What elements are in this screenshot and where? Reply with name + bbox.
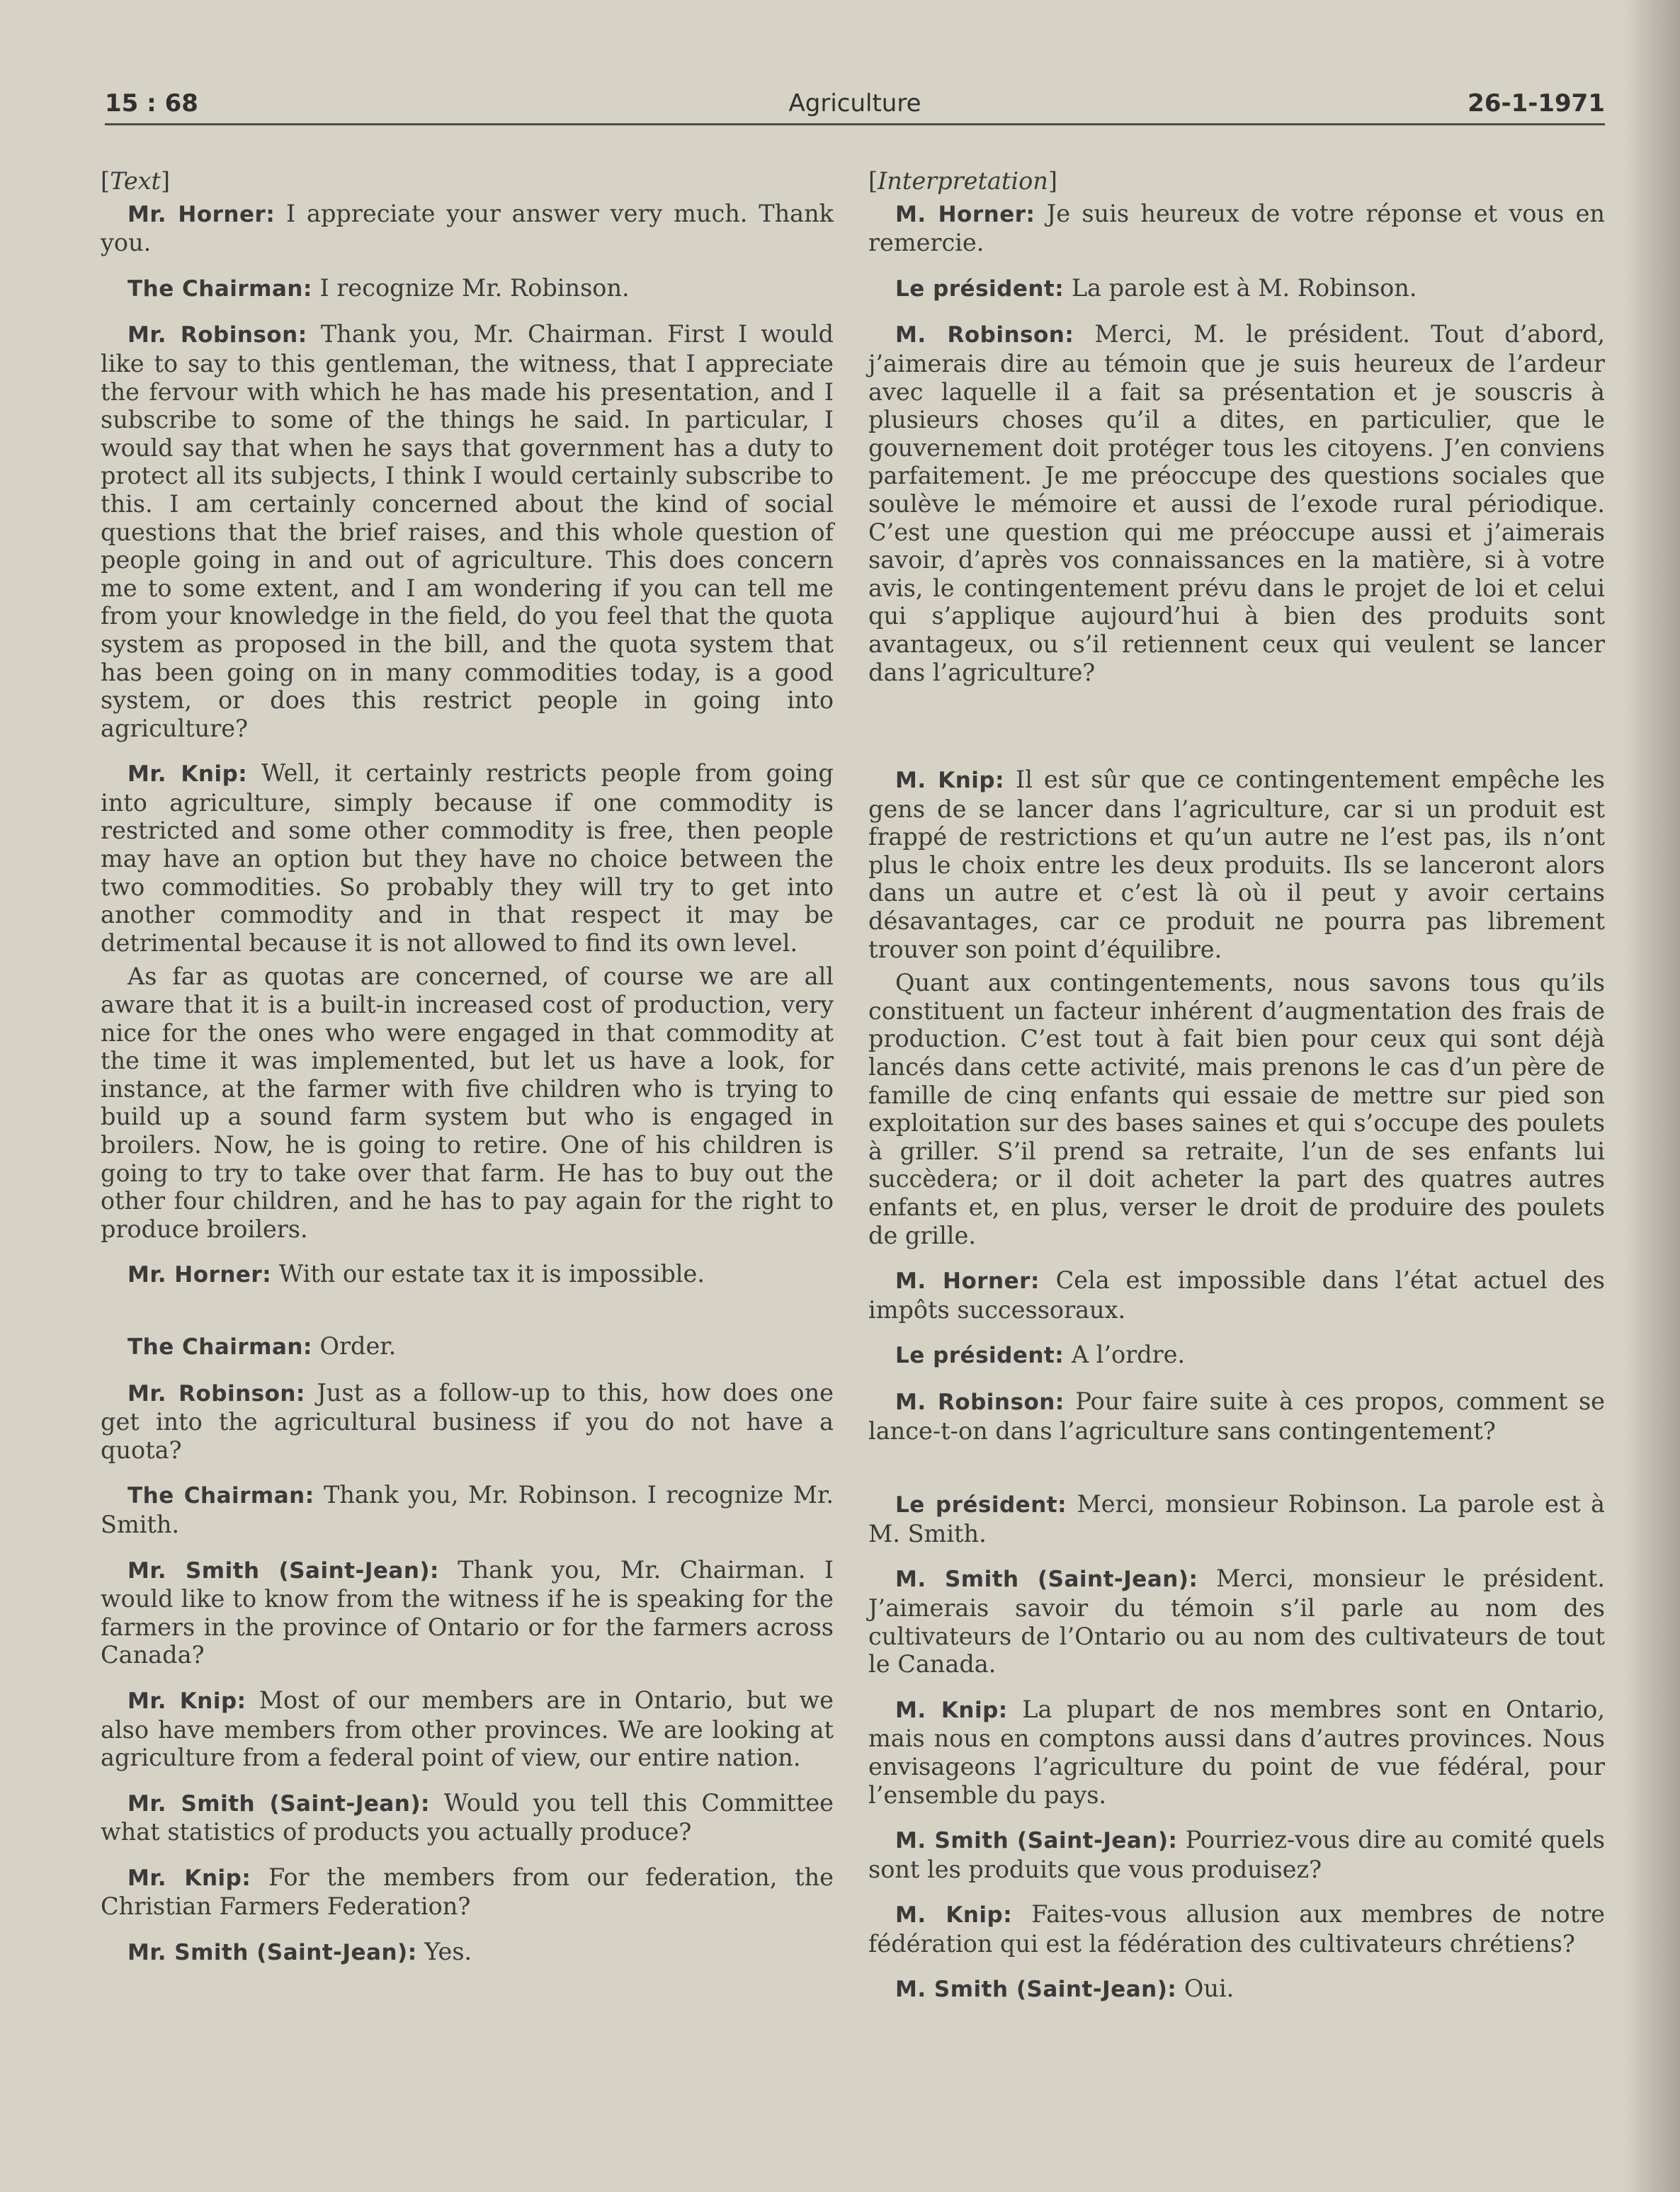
speech: La parole est à M. Robinson. (1071, 273, 1417, 302)
speech: Il est sûr que ce contingentement empêche les gens de se lancer dans l’agriculture, car si un produit est frappé de restrictions et qu’un autre ne l’est pas, ils n’ont plus le choix entre les deux produits. Ils se lanceront alors dans un autre et c’est là où il peut y avoir certains désavantages, car ce produit ne pourra pas librement trouver son point d’équilibre. (868, 766, 1605, 963)
speech: Just as a follow-up to this, how does one get into the agricultural business if you do not have a quota? (101, 1378, 834, 1464)
speech: For the members from our federation, the Christian Farmers Federation? (101, 1863, 834, 1921)
speaker: M. Horner: (895, 201, 1035, 227)
bracket-open: [ (868, 167, 878, 195)
section-label (868, 167, 1605, 195)
section-tag: Interpretation (878, 167, 1048, 195)
speaker: The Chairman: (127, 276, 312, 302)
paragraph (868, 1900, 1605, 1958)
speech: Thank you, Mr. Robinson. I recognize Mr. Smith. (101, 1481, 834, 1538)
paragraph (868, 1826, 1605, 1883)
speaker: The Chairman: (127, 1334, 312, 1360)
paragraph (868, 1490, 1605, 1548)
paragraph (101, 320, 834, 742)
speech: Cela est impossible dans l’état actuel des impôts successoraux. (868, 1266, 1605, 1324)
speaker: M. Smith (Saint-Jean): (895, 1977, 1177, 2003)
paragraph (101, 1481, 834, 1538)
paragraph (868, 766, 1605, 963)
paragraph (101, 1863, 834, 1921)
paragraph (101, 200, 834, 257)
paragraph (101, 759, 834, 957)
section-tag: Text (110, 167, 161, 195)
speech: Most of our members are in Ontario, but we also have members from other provinces. We are looking at agriculture from a federal point of view, our entire nation. (101, 1686, 834, 1772)
paragraph (868, 1696, 1605, 1809)
speech: Merci, monsieur le président. J’aimerais savoir du témoin s’il parle au nom des cultivateurs de l’Ontario ou au nom des cultivateurs de tout le Canada. (868, 1565, 1605, 1679)
speech: Faites-vous allusion aux membres de notre fédération qui est la fédération des cultivateurs chrétiens? (868, 1900, 1605, 1958)
speaker: Mr. Smith (Saint-Jean): (127, 1940, 417, 1966)
speaker: M. Horner: (895, 1268, 1040, 1295)
paragraph (101, 1260, 834, 1290)
speech: Order. (319, 1331, 397, 1360)
speech: Well, it certainly restricts people from going into agriculture, simply because if one commodity is restricted and some other commodity is free, then people may have an option but they have no choice between the two commodities. So probably they will try to get into another commodity and in that respect it may be detrimental because it is not allowed to find its own level. (101, 759, 834, 957)
paragraph (101, 1556, 834, 1669)
bracket-open: [ (101, 167, 110, 195)
speech: Oui. (1184, 1975, 1235, 2003)
speaker: M. Robinson: (895, 1389, 1065, 1415)
english-column (101, 167, 834, 1967)
paragraph (868, 320, 1605, 686)
page-date: 26-1-1971 (1468, 89, 1605, 118)
speech: Pourriez-vous dire au comité quels sont les produits que vous produisez? (868, 1826, 1605, 1883)
speaker: The Chairman: (127, 1483, 314, 1509)
running-title: Agriculture (788, 89, 921, 118)
paragraph (101, 1789, 834, 1846)
speech: With our estate tax it is impossible. (278, 1260, 705, 1288)
speaker: Mr. Knip: (127, 761, 248, 788)
speaker: Mr. Knip: (127, 1865, 251, 1891)
speech: Pour faire suite à ces propos, comment se lance-t-on dans l’agriculture sans contingentement? (868, 1387, 1606, 1445)
speaker: Mr. Horner: (127, 1262, 272, 1288)
speech: I appreciate your answer very much. Thank you. (101, 199, 834, 257)
paragraph (868, 1341, 1605, 1370)
speaker: Le président: (895, 276, 1065, 302)
page-header (105, 84, 1605, 126)
paragraph (101, 1379, 834, 1465)
speaker: M. Knip: (895, 768, 1005, 794)
speech: Merci, monsieur Robinson. La parole est à M. Smith. (868, 1490, 1605, 1548)
speaker: Mr. Robinson: (127, 1380, 305, 1407)
speaker: Mr. Robinson: (127, 322, 307, 348)
speaker: Le président: (895, 1343, 1065, 1369)
speaker: Mr. Knip: (127, 1688, 246, 1714)
paragraph (101, 1686, 834, 1772)
speaker: Mr. Smith (Saint-Jean): (127, 1790, 430, 1817)
speech: Thank you, Mr. Chairman. I would like to know from the witness if he is speaking for the farmers in the province of Ontario or for the farmers across Canada? (101, 1555, 834, 1669)
speech: A l’ordre. (1071, 1341, 1186, 1369)
speech: Thank you, Mr. Chairman. First I would like to say to this gentleman, the witness, that I appreciate the fervour with which he has made his presentation, and I subscribe to some of the things he said. In particular, I would say that when he says that government has a duty to protect all its subjects, I think I would certainly subscribe to this. I am certainly concerned about the kind of social questions that the brief raises, and this whole question of people going in and out of agriculture. This does concern me to some extent, and I am wondering if you can tell me from your knowledge in the field, do you feel that the quota system as proposed in the bill, and the quota system that has been going on in many commodities today, is a good system, or does this restrict people in going into agriculture? (101, 320, 834, 742)
bracket-close: ] (161, 167, 171, 195)
speaker: Mr. Smith (Saint-Jean): (127, 1557, 439, 1584)
paragraph (868, 200, 1605, 257)
bracket-close: ] (1048, 167, 1057, 195)
paragraph (868, 1975, 1605, 2004)
page-edge-shadow (1623, 0, 1680, 2192)
speech: Would you tell this Committee what statistics of products you actually produce? (101, 1788, 834, 1846)
speech: Merci, M. le président. Tout d’abord, j’aimerais dire au témoin que je suis heureux de l’ardeur avec laquelle il a fait sa présentation et je souscris à plusieurs choses qu’il a dites, en particulier, que le gouvernement doit protéger tous les citoyens. J’en conviens parfaitement. Je me préoccupe des questions sociales que soulève le mémoire et aussi de l’exode rural périodique. C’est une question qui me préoccupe aussi et j’aimerais savoir, d’après vos connaissances en la matière, si à votre avis, le contingentement prévu dans le projet de loi et celui qui s’applique aujourd’hui à bien des produits sont avantageux, ou s’il retiennent ceux qui veulent se lancer dans l’agriculture? (868, 320, 1605, 686)
speaker: M. Smith (Saint-Jean): (895, 1828, 1178, 1854)
speech: La plupart de nos membres sont en Ontario, mais nous en comptons aussi dans d’autres provinces. Nous envisageons l’agriculture du point de vue fédéral, pour l’ensemble du pays. (868, 1695, 1605, 1809)
speaker: M. Robinson: (895, 322, 1074, 348)
speech: As far as quotas are concerned, of course we are all aware that it is a built-in increased cost of production, very nice for the ones who were engaged in that commodity at the time it was implemented, but let us have a look, for instance, at the farmer with five children who is trying to build up a sound farm system but who is engaged in broilers. Now, he is going to retire. One of his children is going to try to take over that farm. He has to buy out the other four children, and he has to pay again for the right to produce broilers. (101, 962, 834, 1243)
speaker: Mr. Horner: (127, 201, 276, 227)
speaker: M. Knip: (895, 1902, 1013, 1929)
speech: Yes. (424, 1938, 472, 1966)
paragraph (101, 1938, 834, 1967)
speech: I recognize Mr. Robinson. (319, 273, 630, 302)
speaker: M. Smith (Saint-Jean): (895, 1567, 1198, 1593)
paragraph (868, 274, 1605, 304)
speech: Quant aux contingentements, nous savons tous qu’ils constituent un facteur inhérent d’augmentation des frais de production. C’est tout à fait bien pour ceux qui sont déjà lancés dans cette activité, mais prenons le cas d’un père de famille de cinq enfants qui essaie de mettre sur pied son exploitation sur des bases saines et qui s’occupe des poulets à griller. S’il prend sa retraite, l’un de ses enfants lui succèdera; or il doit acheter la part des quatres autres enfants et, en plus, verser le droit de produire des poulets de grille. (868, 969, 1605, 1249)
french-column (868, 167, 1605, 2004)
paragraph (868, 969, 1605, 1249)
paragraph (868, 1266, 1605, 1324)
paragraph (868, 1565, 1605, 1678)
paragraph (101, 274, 834, 304)
paragraph (868, 1387, 1605, 1445)
paragraph (101, 962, 834, 1243)
speech: Je suis heureux de votre réponse et vous en remercie. (868, 199, 1605, 257)
speaker: Le président: (895, 1492, 1067, 1518)
header-rule (105, 123, 1605, 125)
page-number: 15 : 68 (105, 89, 198, 118)
section-label (101, 167, 834, 195)
paragraph (101, 1332, 834, 1362)
speaker: M. Knip: (895, 1697, 1008, 1723)
